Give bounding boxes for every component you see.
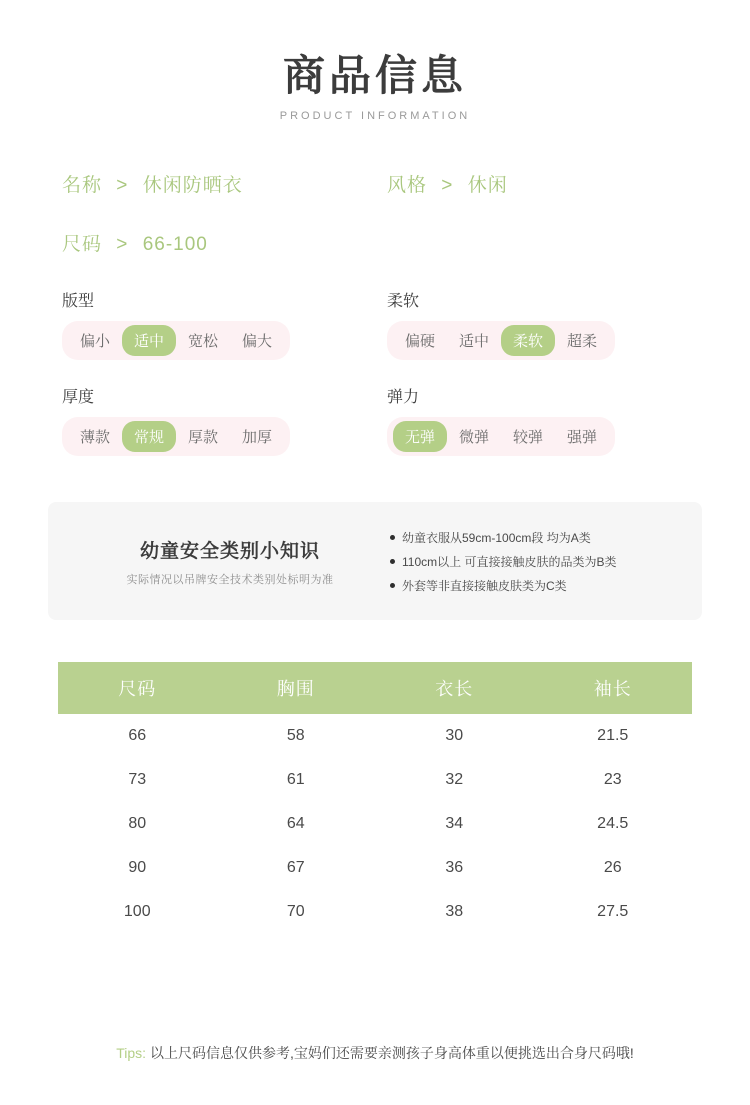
table-cell: 24.5 bbox=[597, 815, 629, 833]
attribute-option-elasticity-4[interactable]: 强弹 bbox=[567, 429, 598, 447]
table-row bbox=[58, 714, 692, 758]
attribute-group-elasticity bbox=[387, 384, 712, 456]
attribute-option-thickness-3[interactable]: 厚款 bbox=[188, 429, 219, 447]
table-cell: 90 bbox=[128, 859, 147, 877]
attribute-option-thickness-4[interactable]: 加厚 bbox=[242, 429, 273, 447]
attribute-option-fit-3[interactable]: 宽松 bbox=[188, 333, 219, 351]
attribute-option-thickness-1[interactable]: 薄款 bbox=[80, 429, 111, 447]
attribute-options-fit bbox=[62, 321, 290, 360]
safety-knowledge-note: 实际情况以吊牌安全技术类别处标明为准 bbox=[126, 573, 334, 586]
table-cell: 100 bbox=[123, 903, 151, 921]
attribute-options-elasticity bbox=[387, 417, 615, 456]
page-subtitle: PRODUCT INFORMATION bbox=[279, 110, 471, 123]
table-row bbox=[58, 890, 692, 934]
info-separator: > bbox=[116, 175, 129, 197]
bullet-icon bbox=[390, 559, 395, 564]
size-table-body bbox=[58, 714, 692, 934]
table-cell: 58 bbox=[286, 727, 305, 745]
attribute-title-softness: 柔软 bbox=[387, 293, 420, 311]
product-info-list bbox=[0, 170, 750, 256]
attribute-group-thickness bbox=[62, 384, 387, 456]
table-cell: 34 bbox=[445, 815, 464, 833]
table-cell: 73 bbox=[128, 771, 147, 789]
info-separator: > bbox=[441, 175, 454, 197]
table-cell: 21.5 bbox=[597, 727, 629, 745]
table-cell: 66 bbox=[128, 727, 147, 745]
tips-footer bbox=[0, 1043, 750, 1063]
table-cell: 61 bbox=[286, 771, 305, 789]
info-value-style: 休闲 bbox=[467, 175, 508, 197]
attribute-option-elasticity-2[interactable]: 微弹 bbox=[459, 429, 490, 447]
table-cell: 27.5 bbox=[597, 903, 629, 921]
table-cell: 70 bbox=[286, 903, 305, 921]
info-label-size: 尺码 bbox=[62, 234, 103, 256]
page-header bbox=[0, 0, 750, 122]
size-table bbox=[58, 662, 692, 934]
attribute-option-thickness-2[interactable]: 常规 bbox=[122, 421, 176, 452]
page-title: 商品信息 bbox=[282, 52, 467, 99]
info-label-style: 风格 bbox=[387, 175, 428, 197]
size-table-header-cell: 尺码 bbox=[58, 662, 217, 714]
attribute-options-thickness bbox=[62, 417, 290, 456]
info-label-name: 名称 bbox=[62, 175, 103, 197]
safety-knowledge-lines bbox=[380, 522, 688, 601]
attribute-title-elasticity: 弹力 bbox=[387, 389, 420, 407]
table-cell: 30 bbox=[445, 727, 464, 745]
bullet-icon bbox=[390, 583, 395, 588]
attribute-option-softness-3[interactable]: 柔软 bbox=[501, 325, 555, 356]
info-item-style bbox=[387, 170, 508, 197]
attribute-option-fit-1[interactable]: 偏小 bbox=[80, 333, 111, 351]
table-row bbox=[58, 846, 692, 890]
table-row bbox=[58, 758, 692, 802]
attribute-option-fit-2[interactable]: 适中 bbox=[122, 325, 176, 356]
table-cell: 26 bbox=[603, 859, 622, 877]
bullet-icon bbox=[390, 535, 395, 540]
table-cell: 36 bbox=[445, 859, 464, 877]
safety-knowledge-left bbox=[62, 536, 380, 587]
attribute-title-fit: 版型 bbox=[62, 293, 95, 311]
attribute-option-softness-1[interactable]: 偏硬 bbox=[405, 333, 436, 351]
attribute-option-fit-4[interactable]: 偏大 bbox=[242, 333, 273, 351]
attribute-option-softness-2[interactable]: 适中 bbox=[459, 333, 490, 351]
attribute-options-softness bbox=[387, 321, 615, 360]
safety-knowledge-line bbox=[390, 529, 688, 546]
attribute-option-softness-4[interactable]: 超柔 bbox=[567, 333, 598, 351]
attribute-title-thickness: 厚度 bbox=[62, 389, 95, 407]
info-item-name bbox=[62, 170, 387, 197]
attribute-groups bbox=[0, 288, 750, 480]
attribute-group-fit bbox=[62, 288, 387, 360]
size-table-head bbox=[58, 662, 692, 714]
safety-knowledge-line bbox=[390, 553, 688, 570]
attribute-option-elasticity-1[interactable]: 无弹 bbox=[393, 421, 447, 452]
info-value-size: 66-100 bbox=[142, 234, 208, 256]
table-row bbox=[58, 802, 692, 846]
safety-knowledge-box bbox=[48, 502, 702, 620]
size-table-header-cell: 胸围 bbox=[217, 662, 376, 714]
tips-label: Tips: bbox=[116, 1045, 147, 1061]
safety-knowledge-line-text: 110cm以上 可直接接触皮肤的品类为B类 bbox=[402, 554, 617, 569]
table-cell: 80 bbox=[128, 815, 147, 833]
attribute-group-softness bbox=[387, 288, 712, 360]
table-cell: 64 bbox=[286, 815, 305, 833]
safety-knowledge-title: 幼童安全类别小知识 bbox=[139, 540, 320, 562]
size-table-header-cell: 衣长 bbox=[375, 662, 534, 714]
safety-knowledge-line bbox=[390, 577, 688, 594]
size-table-header-row bbox=[58, 662, 692, 714]
table-cell: 23 bbox=[603, 771, 622, 789]
info-row-2 bbox=[62, 229, 750, 256]
attribute-option-elasticity-3[interactable]: 较弹 bbox=[513, 429, 544, 447]
info-value-name: 休闲防晒衣 bbox=[142, 175, 243, 197]
info-row-1 bbox=[62, 170, 750, 197]
tips-text: 以上尺码信息仅供参考,宝妈们还需要亲测孩子身高体重以便挑选出合身尺码哦! bbox=[150, 1045, 634, 1061]
info-separator: > bbox=[116, 234, 129, 256]
size-table-header-cell: 袖长 bbox=[534, 662, 693, 714]
table-cell: 67 bbox=[286, 859, 305, 877]
table-cell: 32 bbox=[445, 771, 464, 789]
safety-knowledge-line-text: 幼童衣服从59cm-100cm段 均为A类 bbox=[402, 530, 591, 545]
table-cell: 38 bbox=[445, 903, 464, 921]
safety-knowledge-line-text: 外套等非直接接触皮肤类为C类 bbox=[402, 578, 567, 593]
info-item-size bbox=[62, 229, 387, 256]
